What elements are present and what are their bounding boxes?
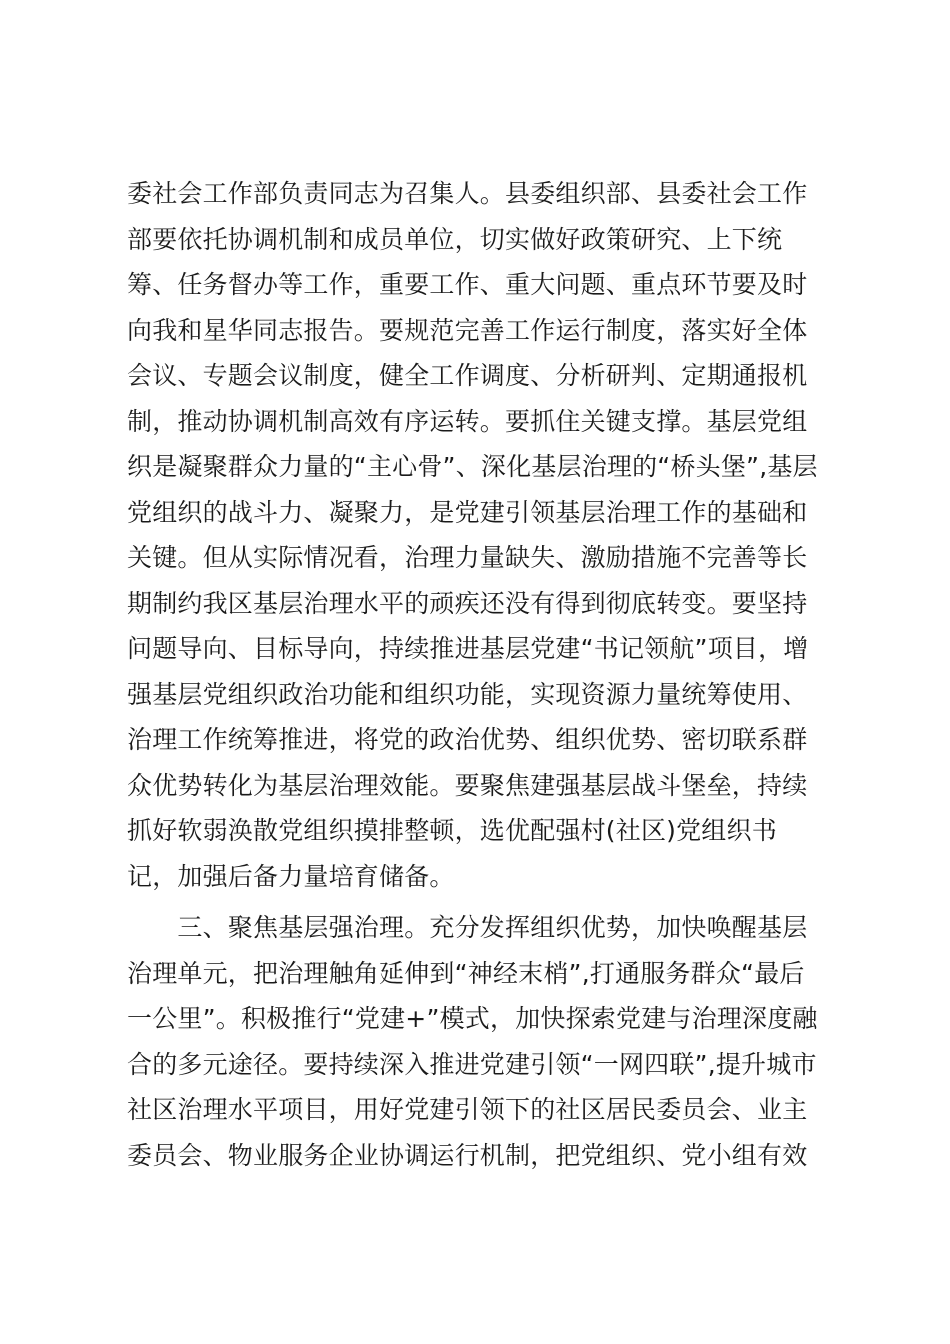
text-line: 筹、任务督办等工作，重要工作、重大问题、重点环节要及时	[127, 270, 808, 299]
text-line: 关键。但从实际情况看，治理力量缺失、激励措施不完善等长	[127, 543, 808, 572]
text-line: 合的多元途径。要持续深入推进党建引领“一网四联”,提升城市	[127, 1049, 817, 1079]
text-line: 社区治理水平项目，用好党建引领下的社区居民委员会、业主	[127, 1095, 808, 1124]
text-line: 会议、专题会议制度，健全工作调度、分析研判、定期通报机	[127, 361, 808, 390]
text-line: 众优势转化为基层治理效能。要聚焦建强基层战斗堡垒，持续	[127, 770, 808, 800]
text-line: 一公里”。积极推行“党建+”模式，加快探索党建与治理深度融	[127, 1004, 818, 1033]
text-line: 治理工作统筹推进，将党的政治优势、组织优势、密切联系群	[127, 725, 808, 754]
text-line: 抓好软弱涣散党组织摸排整顿，选优配强村(社区)党组织书	[127, 816, 777, 845]
text-line: 委社会工作部负责同志为召集人。县委组织部、县委社会工作	[127, 179, 808, 208]
paragraph-continued	[127, 171, 827, 899]
text-line: 期制约我区基层治理水平的顽疾还没有得到彻底转变。要坚持	[127, 588, 808, 618]
text-line: 强基层党组织政治功能和组织功能，实现资源力量统筹使用、	[127, 679, 808, 709]
text-line: 三、聚焦基层强治理。充分发挥组织优势，加快唤醒基层	[127, 913, 808, 942]
text-line: 部要依托协调机制和成员单位，切实做好政策研究、上下统	[127, 224, 783, 254]
text-line: 治理单元，把治理触角延伸到“神经末梢”,打通服务群众“最后	[127, 958, 805, 988]
text-line: 制，推动协调机制高效有序运转。要抓住关键支撑。基层党组	[127, 406, 808, 436]
text-line: 委员会、物业服务企业协调运行机制，把党组织、党小组有效	[127, 1140, 808, 1170]
text-line: 织是凝聚群众力量的“主心骨”、深化基层治理的“桥头堡”,基层	[127, 452, 818, 481]
body-text	[127, 171, 827, 1178]
text-line: 向我和星华同志报告。要规范完善工作运行制度，落实好全体	[127, 315, 808, 345]
text-line: 问题导向、目标导向，持续推进基层党建“书记领航”项目，增	[127, 634, 809, 663]
text-line: 党组织的战斗力、凝聚力，是党建引领基层治理工作的基础和	[127, 497, 808, 527]
text-line: 记，加强后备力量培育储备。	[127, 861, 455, 891]
paragraph-section-three	[127, 905, 827, 1178]
